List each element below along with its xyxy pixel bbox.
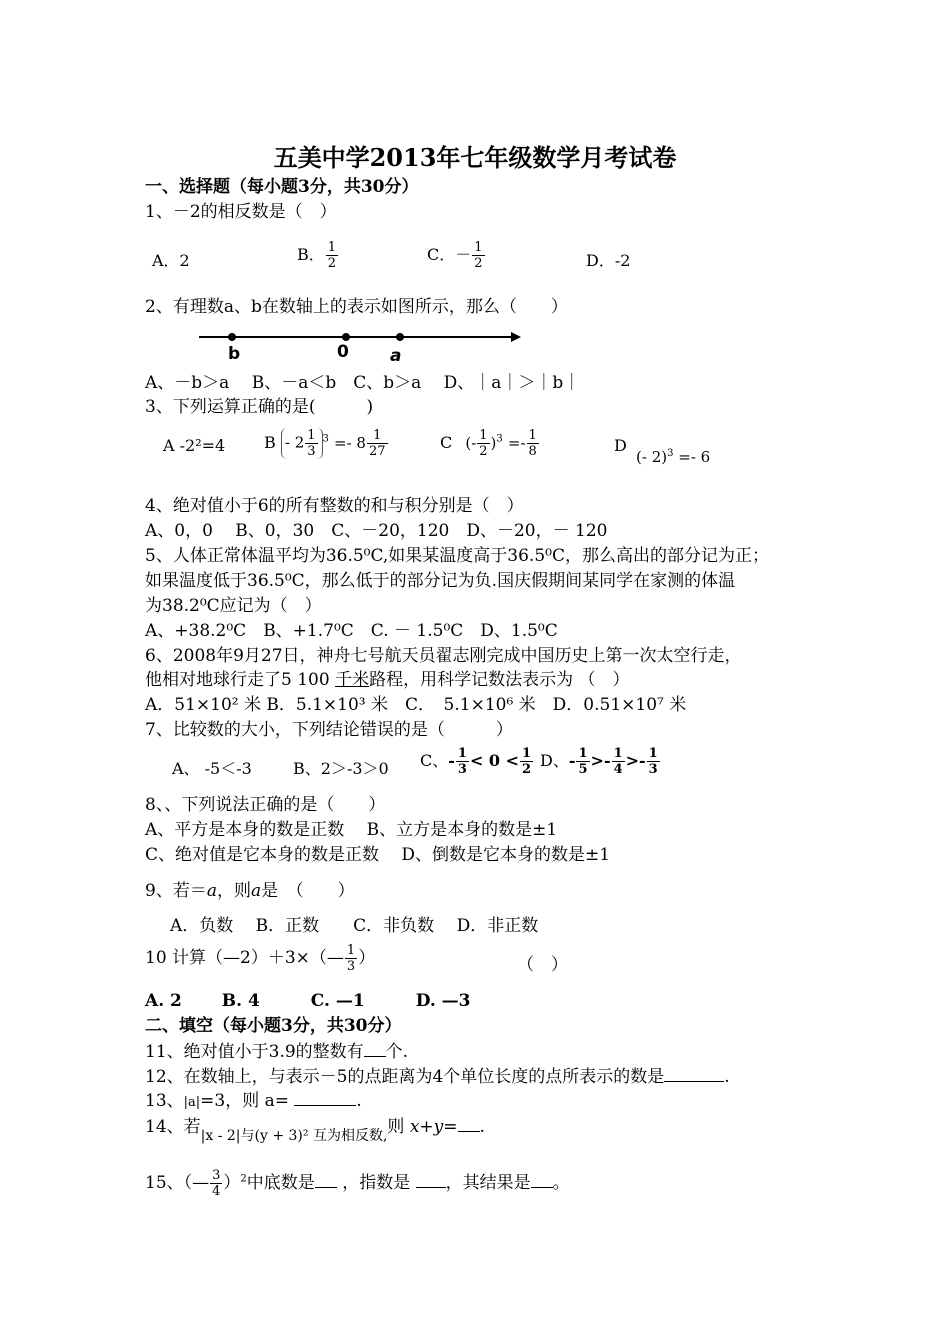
q7-c-fraction-2: [520, 746, 533, 777]
q6-line-2-pre: 他相对地球行走了5 100: [145, 670, 336, 690]
q1-c-denominator: 2: [474, 256, 483, 271]
q3-b-rden: 27: [368, 444, 386, 459]
q13-pre: 13、: [145, 1091, 184, 1111]
q9-var: a: [206, 881, 217, 901]
q3-d-base: (- 2): [636, 448, 668, 466]
question-5-line-3: 为38.2⁰C应记为（ ）: [145, 596, 322, 616]
q9-var-2: a: [250, 881, 262, 901]
question-8-options-1: A、平方是本身的数是正数 B、立方是本身的数是±1: [145, 820, 558, 840]
number-line-point-b: [228, 333, 236, 341]
q15-mid3: ，其结果是: [445, 1173, 531, 1193]
q3-c-fraction: [477, 428, 489, 459]
question-11: [145, 1040, 408, 1063]
q3-b-fraction: [305, 428, 317, 459]
number-line-point-zero: [342, 333, 350, 341]
q7-option-d: D、- $\frac{1}{5}$ >- $\frac{1}{4}$ >- $\frac{1}{3}$: [540, 746, 658, 777]
q1-option-b-label: B．: [297, 245, 325, 264]
number-line-point-a: [396, 333, 404, 341]
q3-b-exponent: 3: [322, 433, 329, 445]
number-line-figure: [195, 325, 525, 349]
q14-expr: |x - 2|与(y + 3)² 互为相反数,: [200, 1128, 388, 1144]
question-4-options: A、0，0 B、0，30 C、－20，120 D、－20，－ 120: [145, 521, 608, 541]
question-2-stem: 2、有理数a、b在数轴上的表示如图所示，那么（ ）: [145, 297, 568, 317]
q12-pre: 12、在数轴上，与表示－5的点距离为4个单位长度的点所表示的数是: [145, 1067, 665, 1087]
q3-b-num: 1: [307, 428, 316, 443]
number-line-arrow: [511, 332, 521, 342]
q1-b-numerator: 1: [327, 240, 337, 255]
q13-mid: =3，则 a=: [200, 1091, 289, 1111]
q7-d-den-3: 3: [648, 762, 658, 777]
q1-b-denominator: 2: [327, 256, 337, 271]
q3-b-den: 3: [307, 444, 316, 459]
q3-d-equals: =- 6: [678, 448, 711, 466]
q7-option-b: B、2＞-3＞0: [293, 759, 389, 778]
q7-c-fraction-1: [456, 746, 469, 777]
q9-pre: 9、若＝: [145, 881, 207, 901]
page-title: 五美中学2013年七年级数学月考试卷: [273, 143, 677, 172]
q3-b-integer: - 2: [284, 433, 305, 452]
q3-d-exponent: 3: [667, 448, 674, 459]
q14-post1: 则: [387, 1117, 405, 1137]
question-13: [145, 1089, 362, 1114]
q1-option-c: [427, 240, 486, 271]
q10-den: 3: [346, 959, 356, 974]
q1-option-c-fraction: [472, 240, 484, 271]
q7-option-c: C、- $\frac{1}{3}$ < 0 < $\frac{1}{2}$: [420, 746, 532, 777]
question-12: [145, 1065, 730, 1088]
q3-c-label: C: [440, 433, 453, 452]
section-choice-heading: 一、选择题（每小题3分，共30分）: [145, 177, 419, 197]
question-10-stem: [145, 943, 375, 974]
question-14: [145, 1115, 485, 1147]
q3-c-num: 1: [479, 428, 488, 443]
number-line-label-b: b: [228, 344, 241, 364]
q15-mid1: 中底数是: [246, 1173, 315, 1193]
q3-option-d-expr: [636, 448, 710, 466]
q3-option-a: A -2²=4: [163, 436, 226, 455]
q7-option-a: A、 -5＜-3: [172, 759, 252, 778]
q7-d-fraction-1: [576, 746, 589, 777]
q9-mid: ，则: [216, 881, 251, 901]
q13-abs: |a|: [183, 1095, 201, 1110]
q15-close: ）: [223, 1173, 241, 1193]
question-5-line-2: 如果温度低于36.5⁰C，那么低于的部分记为负.国庆假期间某同学在家测的体温: [145, 571, 736, 591]
q15-den: 4: [212, 1184, 221, 1199]
q1-option-a: A．2: [152, 251, 190, 270]
q14-xy: x+y=: [409, 1117, 458, 1137]
question-8-options-2: C、绝对值是它本身的数是正数 D、倒数是它本身的数是±1: [145, 845, 611, 865]
q3-b-rnum: 1: [367, 428, 388, 444]
q7-d-num-1: 1: [578, 746, 588, 761]
q7-d-den-2: 4: [613, 762, 623, 777]
q11-post: 个.: [385, 1042, 409, 1062]
question-6-options: A．51×10² 米 B．5.1×10³ 米 C． 5.1×10⁶ 米 D．0.51×10⁷ 米: [145, 695, 687, 715]
q7-c-label: C、: [420, 751, 449, 770]
question-9-options: A．负数 B．正数 C．非负数 D．非正数: [170, 916, 539, 936]
q3-c-lparen: (-: [465, 434, 477, 452]
q1-option-b-fraction: [326, 240, 338, 271]
q13-blank[interactable]: [294, 1089, 356, 1106]
q14-post2: .: [479, 1117, 485, 1137]
q1-option-d: D．-2: [586, 251, 631, 270]
q7-c-num-1: 1: [457, 746, 467, 761]
section-fill-heading: 二、填空（每小题3分，共30分）: [145, 1016, 402, 1036]
q3-c-rnum: 1: [528, 428, 537, 443]
q15-exponent: 2: [240, 1173, 247, 1185]
q3-c-exponent: 3: [496, 433, 503, 445]
q3-option-d: [614, 436, 627, 455]
q3-b-label: B: [264, 433, 276, 452]
q12-post: .: [724, 1067, 730, 1087]
q15-end: 。: [552, 1173, 570, 1193]
q11-blank[interactable]: [364, 1040, 386, 1057]
q3-c-equals: =-: [507, 434, 526, 452]
q7-d-num-2: 1: [613, 746, 623, 761]
question-2-options: A、－b＞a B、－a＜b C、b＞a D、｜a｜＞｜b｜: [145, 373, 581, 393]
q15-fraction: [210, 1168, 222, 1199]
q9-post: 是 （ ）: [261, 881, 355, 901]
question-5-line-1: 5、人体正常体温平均为36.5⁰C,如果某温度高于36.5⁰C，那么高出的部分记为正；: [145, 546, 769, 566]
question-4-stem: 4、绝对值小于6的所有整数的和与积分别是（ ）: [145, 496, 524, 516]
q7-d-den-1: 5: [578, 762, 588, 777]
q3-d-label: D: [614, 436, 627, 455]
question-1-stem: 1、－2的相反数是（ ）: [145, 202, 337, 222]
q10-close: ）: [358, 948, 376, 968]
q7-c-den-2: 2: [522, 762, 532, 777]
q3-option-b: [264, 428, 389, 459]
q3-b-equals: =- 8: [334, 434, 366, 452]
q10-num: 1: [346, 943, 356, 958]
q3-b-parenthesized: [281, 428, 323, 459]
question-15: [145, 1168, 570, 1199]
q3-option-c: C (- $\frac{1}{2}$ )$^3$ =- $\frac{1}{8}$: [440, 428, 537, 459]
q12-blank[interactable]: [664, 1065, 724, 1082]
q7-d-fraction-3: [647, 746, 660, 777]
question-6-line-2: [145, 669, 629, 691]
q7-d-num-3: 1: [648, 746, 658, 761]
q3-c-den: 2: [479, 444, 488, 459]
q7-c-den-1: 3: [457, 762, 467, 777]
question-5-options: A、+38.2⁰C B、+1.7⁰C C. － 1.5⁰C D、1.5⁰C: [145, 621, 558, 641]
q10-answer-paren: （ ）: [517, 955, 568, 975]
question-6-line-1: 6、2008年9月27日，神舟七号航天员翟志刚完成中国历史上第一次太空行走，: [145, 646, 742, 666]
q7-c-middle: < 0 <: [469, 751, 520, 770]
number-line-label-zero: 0: [337, 342, 349, 362]
q7-d-fraction-2: [612, 746, 625, 777]
q1-c-numerator: 1: [474, 240, 483, 255]
q15-blank-exponent[interactable]: [416, 1171, 446, 1188]
q10-fraction: [345, 943, 357, 974]
q6-line-2-unit: 千米: [335, 670, 370, 690]
q10-pre: 10 计算（—2）＋3×（—: [145, 948, 344, 968]
q13-post: .: [356, 1091, 362, 1111]
q14-blank[interactable]: [458, 1115, 480, 1132]
q1-option-c-label: C．－: [427, 245, 472, 264]
question-8-stem: 8、、下列说法正确的是（ ）: [145, 795, 386, 815]
number-line-label-a: a: [390, 346, 402, 366]
q11-pre: 11、绝对值小于3.9的整数有: [145, 1042, 364, 1062]
q3-c-result-fraction: [527, 428, 539, 459]
question-9-stem: [145, 880, 355, 902]
q3-b-result-fraction: [367, 428, 388, 459]
q7-d-label: D、: [540, 751, 569, 770]
q15-pre: 15、（—: [145, 1173, 210, 1193]
question-7-stem: 7、比较数的大小，下列结论错误的是（ ）: [145, 720, 513, 740]
q15-blank-base[interactable]: [315, 1171, 337, 1188]
q7-c-num-2: 1: [522, 746, 532, 761]
q15-mid2: ，指数是: [342, 1173, 411, 1193]
q15-blank-result[interactable]: [531, 1171, 553, 1188]
q6-line-2-post: 路程，用科学记数法表示为 （ ）: [369, 670, 630, 690]
q15-num: 3: [212, 1168, 221, 1183]
question-10-options: A. 2 B. 4 C. —1 D. —3: [145, 991, 471, 1011]
question-3-stem: 3、下列运算正确的是( ): [145, 397, 374, 417]
q14-pre: 14、若: [145, 1117, 201, 1137]
q3-c-rden: 8: [528, 444, 537, 459]
q1-option-b: [297, 240, 339, 271]
